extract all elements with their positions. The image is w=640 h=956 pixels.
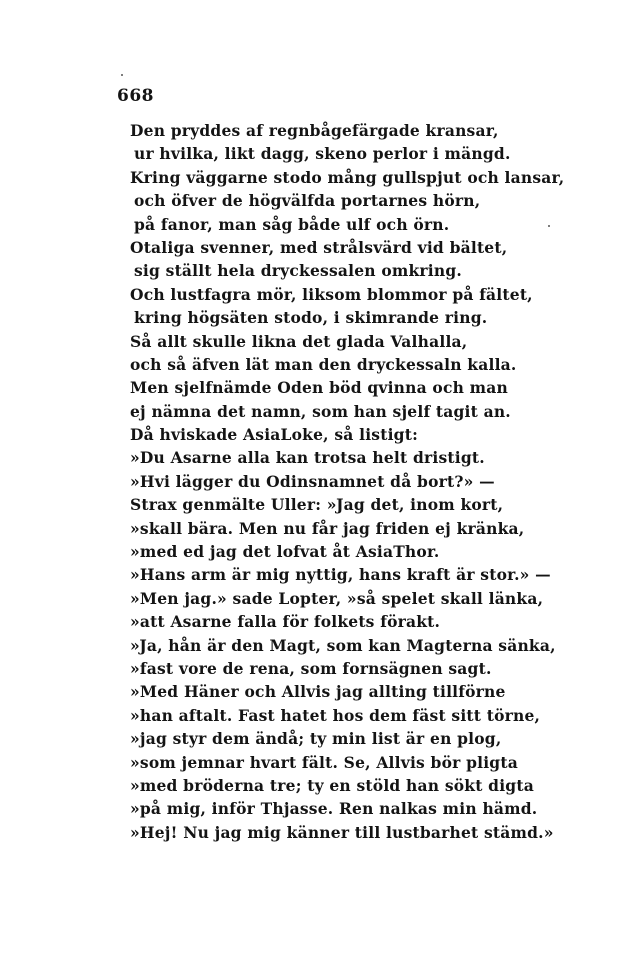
verse-line: »med bröderna tre; ty en stöld han sökt digta bbox=[130, 775, 534, 795]
verse-line: »Hans arm är mig nyttig, hans kraft är stor.» — bbox=[130, 565, 551, 585]
page-number: 668 bbox=[117, 86, 154, 106]
verse-line: »på mig, inför Thjasse. Ren nalkas min hämd. bbox=[130, 799, 538, 819]
verse-line: ej nämna det namn, som han sjelf tagit an. bbox=[130, 401, 511, 421]
verse-line: »skall bära. Men nu får jag friden ej kränka, bbox=[130, 518, 525, 538]
verse-line: Den pryddes af regnbågefärgade kransar, bbox=[130, 121, 499, 140]
verse-line: »jag styr dem ändå; ty min list är en plog, bbox=[130, 729, 502, 749]
margin-speck bbox=[121, 74, 123, 76]
verse-line: »med ed jag det lofvat åt AsiaThor. bbox=[130, 542, 440, 562]
verse-line: Så allt skulle likna det glada Valhalla, bbox=[130, 331, 468, 351]
verse-line: »Hej! Nu jag mig känner till lustbarhet stämd.» bbox=[130, 822, 554, 842]
verse-line: »han aftalt. Fast hatet hos dem fäst sitt törne, bbox=[130, 705, 541, 725]
verse-line: Men sjelfnämde Oden böd qvinna och man bbox=[130, 378, 508, 398]
verse-line: och öfver de högvälfda portarnes hörn, bbox=[134, 191, 481, 211]
verse-line: »som jemnar hvart fält. Se, Allvis bör pligta bbox=[130, 752, 518, 772]
verse-line: ur hvilka, likt dagg, skeno perlor i mängd. bbox=[134, 144, 511, 164]
verse-line: »fast vore de rena, som fornsägnen sagt. bbox=[130, 658, 492, 678]
verse-line: Och lustfagra mör, liksom blommor på fältet, bbox=[130, 284, 533, 304]
verse-line: Kring väggarne stodo mång gullspjut och lansar, bbox=[130, 167, 565, 187]
poem-text bbox=[130, 119, 565, 844]
verse-line: och så äfven lät man den dryckessaln kalla. bbox=[130, 354, 517, 374]
verse-line: »Du Asarne alla kan trotsa helt dristigt. bbox=[130, 448, 485, 468]
margin-speck bbox=[548, 225, 550, 227]
verse-line: »Med Häner och Allvis jag allting tillförne bbox=[130, 682, 506, 702]
verse-line: sig ställt hela dryckessalen omkring. bbox=[134, 261, 462, 281]
verse-line: »Men jag.» sade Lopter, »så spelet skall länka, bbox=[130, 588, 544, 608]
verse-line: Strax genmälte Uller: »Jag det, inom kort, bbox=[130, 495, 504, 515]
verse-line: Då hviskade AsiaLoke, så listigt: bbox=[130, 425, 418, 445]
verse-line: »att Asarne falla för folkets förakt. bbox=[130, 612, 441, 632]
verse-line: »Hvi lägger du Odinsnamnet då bort?» — bbox=[130, 471, 495, 491]
verse-line: »Ja, hån är den Magt, som kan Magterna sänka, bbox=[130, 635, 556, 655]
verse-line: Otaliga svenner, med strålsvärd vid bältet, bbox=[130, 237, 508, 257]
verse-line: kring högsäten stodo, i skimrande ring. bbox=[134, 308, 488, 328]
verse-line: på fanor, man såg både ulf och örn. bbox=[134, 214, 450, 234]
